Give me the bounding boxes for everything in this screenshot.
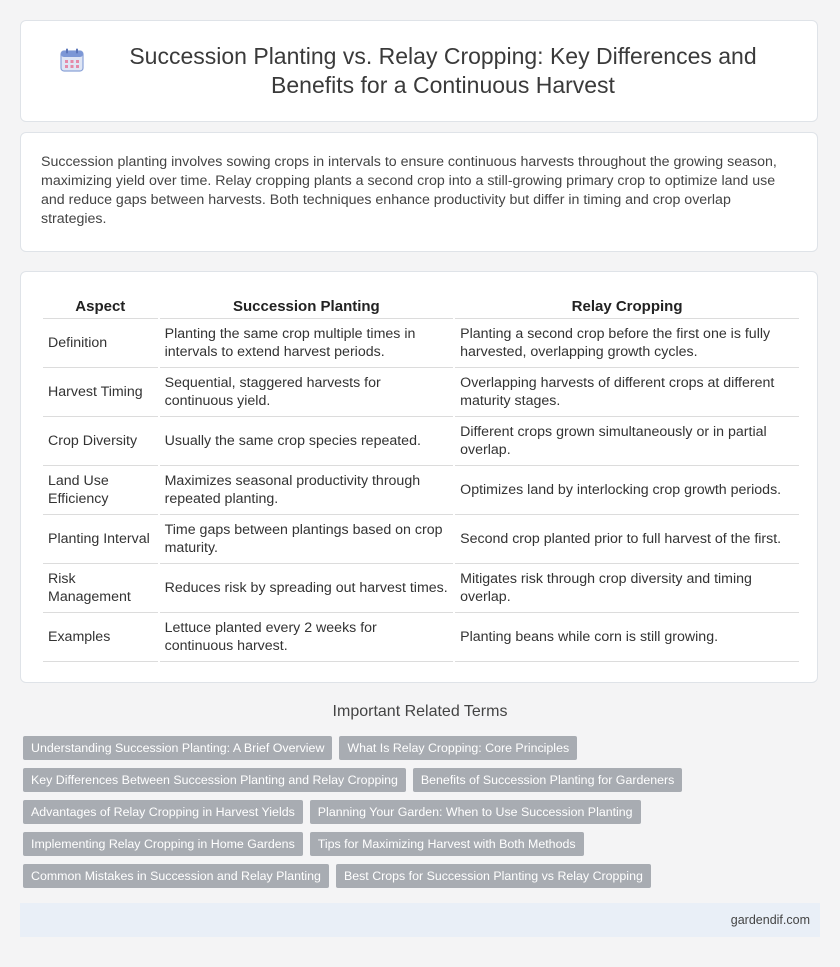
related-term-link[interactable]: Benefits of Succession Planting for Gardeners	[413, 768, 682, 792]
tag-row	[23, 864, 823, 888]
table-row	[43, 466, 799, 515]
intro-text: Succession planting involves sowing crops in intervals to ensure continuous harvests throughout the growing season, maximizing yield over time. Relay cropping plants a second crop into a still-growing primary crop to optimize land use and reduce gaps between harvests. Both techniques enhance productivity but differ in timing and crop overlap strategies.	[41, 154, 777, 227]
tag-row	[23, 736, 823, 760]
related-term-link[interactable]: Implementing Relay Cropping in Home Gardens	[23, 832, 303, 856]
row-succession: Sequential, staggered harvests for continuous yield.	[160, 368, 454, 417]
row-aspect: Examples	[43, 613, 158, 662]
related-term-link[interactable]: Advantages of Relay Cropping in Harvest Yields	[23, 800, 303, 824]
row-relay: Second crop planted prior to full harvest of the first.	[455, 515, 799, 564]
header-card	[20, 20, 818, 122]
table-header-row	[43, 294, 799, 319]
footer-site-link[interactable]: gardendif.com	[730, 913, 810, 927]
footer	[20, 903, 820, 937]
header-relay: Relay Cropping	[455, 294, 799, 319]
row-relay: Planting beans while corn is still growing.	[455, 613, 799, 662]
row-succession: Maximizes seasonal productivity through repeated planting.	[160, 466, 454, 515]
row-succession: Time gaps between plantings based on crop maturity.	[160, 515, 454, 564]
table-row	[43, 417, 799, 466]
row-aspect: Planting Interval	[43, 515, 158, 564]
row-succession: Reduces risk by spreading out harvest times.	[160, 564, 454, 613]
row-succession: Lettuce planted every 2 weeks for continuous harvest.	[160, 613, 454, 662]
row-aspect: Risk Management	[43, 564, 158, 613]
row-aspect: Definition	[43, 319, 158, 368]
row-aspect: Harvest Timing	[43, 368, 158, 417]
related-terms-title: Important Related Terms	[332, 703, 508, 720]
related-term-link[interactable]: Key Differences Between Succession Planting and Relay Cropping	[23, 768, 406, 792]
tag-row	[23, 800, 823, 824]
table-row	[43, 319, 799, 368]
intro-card	[20, 132, 818, 252]
related-terms-list	[23, 736, 823, 896]
header-aspect: Aspect	[43, 294, 158, 319]
header-succession: Succession Planting	[160, 294, 454, 319]
row-succession: Planting the same crop multiple times in intervals to extend harvest periods.	[160, 319, 454, 368]
related-term-link[interactable]: Tips for Maximizing Harvest with Both Methods	[310, 832, 584, 856]
comparison-card	[20, 271, 818, 683]
related-term-link[interactable]: Best Crops for Succession Planting vs Relay Cropping	[336, 864, 651, 888]
row-aspect: Crop Diversity	[43, 417, 158, 466]
table-row	[43, 613, 799, 662]
row-relay: Optimizes land by interlocking crop growth periods.	[455, 466, 799, 515]
row-aspect: Land Use Efficiency	[43, 466, 158, 515]
calendar-icon	[59, 47, 85, 73]
tag-row	[23, 832, 823, 856]
related-term-link[interactable]: What Is Relay Cropping: Core Principles	[339, 736, 577, 760]
row-relay: Different crops grown simultaneously or in partial overlap.	[455, 417, 799, 466]
table-row	[43, 564, 799, 613]
row-relay: Planting a second crop before the first one is fully harvested, overlapping growth cycles.	[455, 319, 799, 368]
table-row	[43, 515, 799, 564]
row-succession: Usually the same crop species repeated.	[160, 417, 454, 466]
related-term-link[interactable]: Understanding Succession Planting: A Brief Overview	[23, 736, 332, 760]
row-relay: Overlapping harvests of different crops at different maturity stages.	[455, 368, 799, 417]
row-relay: Mitigates risk through crop diversity and timing overlap.	[455, 564, 799, 613]
tag-row	[23, 768, 823, 792]
page-title: Succession Planting vs. Relay Cropping: Key Differences and Benefits for a Continuous Harvest	[129, 43, 757, 98]
related-term-link[interactable]: Planning Your Garden: When to Use Succession Planting	[310, 800, 641, 824]
table-row	[43, 368, 799, 417]
comparison-table	[41, 294, 801, 662]
related-term-link[interactable]: Common Mistakes in Succession and Relay Planting	[23, 864, 329, 888]
